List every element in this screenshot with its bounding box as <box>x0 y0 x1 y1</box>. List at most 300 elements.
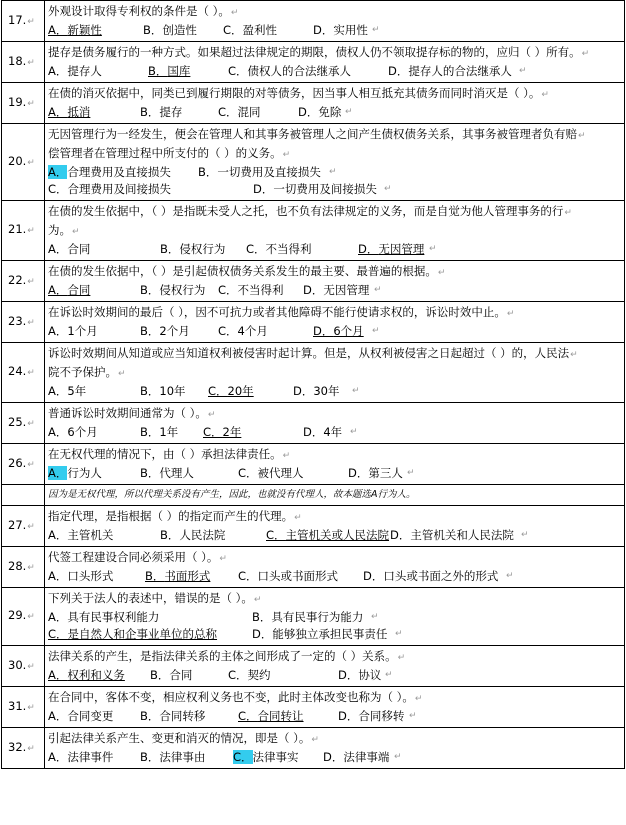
option-letter: A． <box>48 569 68 583</box>
option-text: 5年 <box>67 384 87 398</box>
question-number <box>2 42 45 83</box>
paragraph-mark-icon: ↵ <box>371 612 379 622</box>
question-cell <box>45 687 625 728</box>
question-number <box>2 403 45 444</box>
option-letter: D． <box>303 283 324 297</box>
paragraph-mark-icon: ↵ <box>395 629 403 639</box>
option-letter: D． <box>293 384 314 398</box>
option-letter: A． <box>48 23 68 37</box>
option-text: 2年 <box>222 425 242 439</box>
question-26-option-d <box>348 465 403 482</box>
table-row <box>2 201 625 261</box>
option-letter: C． <box>48 627 68 641</box>
option-letter: D． <box>363 569 384 583</box>
question-cell <box>45 547 625 588</box>
option-text: 30年 <box>313 384 340 398</box>
question-25-option-d <box>303 424 342 441</box>
paragraph-mark-icon: ↵ <box>329 167 337 177</box>
question-number <box>2 728 45 769</box>
question-17-option-d <box>313 22 368 39</box>
option-text: 权利和义务 <box>67 668 125 682</box>
option-text: 是自然人和企事业单位的总称 <box>67 627 218 641</box>
paragraph-mark-icon: ↵ <box>372 25 380 35</box>
question-number-text: 25. <box>8 414 27 429</box>
question-cell <box>45 728 625 769</box>
paragraph-mark-icon: ↵ <box>253 595 262 605</box>
paragraph-mark-icon: ↵ <box>394 752 402 762</box>
option-letter: A． <box>48 668 68 682</box>
paragraph-mark-icon: ↵ <box>27 661 35 672</box>
option-text: 无因管理 <box>378 242 425 256</box>
option-text: 合同转让 <box>257 709 304 723</box>
option-text: 合同移转 <box>358 709 405 723</box>
question-cell <box>45 646 625 687</box>
question-line: 在诉讼时效期间的最后（ ），因不可抗力或者其他障碍不能行使请求权的，诉讼时效中止。 <box>48 305 506 319</box>
question-18-option-c <box>228 63 351 80</box>
paragraph-mark-icon: ↵ <box>352 386 360 396</box>
option-letter: A． <box>48 64 68 78</box>
table-row <box>2 728 625 769</box>
paragraph-mark-icon: ↵ <box>27 317 35 328</box>
question-22-option-a <box>48 282 90 299</box>
question-text <box>48 263 621 282</box>
option-text: 合理费用及直接损失 <box>67 165 171 179</box>
option-text: 合同转移 <box>159 709 206 723</box>
option-letter: B． <box>150 668 170 682</box>
option-letter: D． <box>253 182 274 196</box>
question-number-text: 18. <box>8 53 27 68</box>
question-18-option-a <box>48 63 102 80</box>
question-29-option-c <box>48 626 217 643</box>
question-30-option-d <box>338 667 381 684</box>
option-text: 1个月 <box>67 324 98 338</box>
question-17-option-c <box>223 22 277 39</box>
paragraph-mark-icon: ↵ <box>72 227 80 237</box>
option-text: 第三人 <box>368 466 403 480</box>
paragraph-mark-icon: ↵ <box>397 653 406 663</box>
table-row <box>2 42 625 83</box>
option-letter: B． <box>140 750 160 764</box>
option-letter: D． <box>390 528 411 542</box>
question-25-option-a <box>48 424 98 441</box>
question-22-option-b <box>140 282 205 299</box>
table-row <box>2 646 625 687</box>
question-text <box>48 648 621 667</box>
question-text <box>48 446 621 465</box>
question-32-option-b <box>140 749 205 766</box>
option-text: 协议 <box>358 668 382 682</box>
option-letter: B． <box>140 384 160 398</box>
option-letter: D． <box>338 709 359 723</box>
option-text: 侵权行为 <box>179 242 226 256</box>
option-letter: C． <box>238 466 258 480</box>
question-number <box>2 506 45 547</box>
paragraph-mark-icon: ↵ <box>27 16 35 27</box>
option-text: 6个月 <box>67 425 98 439</box>
question-line: 指定代理，是指根据（ ）的指定而产生的代理。 <box>48 509 294 523</box>
option-text: 合同 <box>67 283 91 297</box>
question-27-option-c <box>266 527 389 544</box>
paragraph-mark-icon: ↵ <box>294 513 302 523</box>
option-letter: C． <box>203 425 223 439</box>
question-table <box>1 0 625 769</box>
option-letter: A． <box>48 466 68 480</box>
option-letter: D． <box>298 105 319 119</box>
question-text <box>48 203 621 222</box>
paragraph-mark-icon: ↵ <box>27 521 35 532</box>
option-letter: B． <box>145 569 165 583</box>
paragraph-mark-icon: ↵ <box>282 150 291 160</box>
question-cell <box>45 124 625 201</box>
question-20-option-a <box>48 164 171 181</box>
paragraph-mark-icon: ↵ <box>27 418 35 429</box>
option-text: 提存 <box>159 105 183 119</box>
question-line: 为。 <box>48 223 71 237</box>
option-letter: D． <box>303 425 324 439</box>
question-number <box>2 343 45 403</box>
option-text: 一切费用及直接损失 <box>217 165 321 179</box>
table-row <box>2 261 625 302</box>
option-text: 提存人的合法继承人 <box>408 64 512 78</box>
question-number <box>2 83 45 124</box>
question-21-option-d <box>358 241 424 258</box>
question-22-option-d <box>303 282 369 299</box>
question-cell <box>45 403 625 444</box>
option-text: 具有民事权利能力 <box>67 610 160 624</box>
question-cell <box>45 1 625 42</box>
option-text: 20年 <box>227 384 254 398</box>
option-letter: A． <box>48 242 68 256</box>
table-row <box>2 588 625 646</box>
option-text: 新颖性 <box>67 23 102 37</box>
question-number-text: 28. <box>8 558 27 573</box>
question-number <box>2 547 45 588</box>
question-19-option-c <box>218 104 261 121</box>
table-row <box>2 403 625 444</box>
paragraph-mark-icon: ↵ <box>578 131 586 141</box>
table-row <box>2 1 625 42</box>
option-letter: D． <box>388 64 409 78</box>
question-30-option-a <box>48 667 125 684</box>
question-line: 在合同中，客体不变，相应权利义务也不变，此时主体改变也称为（ ）。 <box>48 690 414 704</box>
option-letter: C． <box>223 23 243 37</box>
question-text <box>48 689 621 708</box>
paragraph-mark-icon: ↵ <box>311 735 319 745</box>
option-letter: A． <box>48 528 68 542</box>
option-letter: C． <box>218 283 238 297</box>
option-text: 1年 <box>159 425 179 439</box>
option-letter: B． <box>160 528 180 542</box>
option-text: 抵消 <box>67 105 91 119</box>
question-cell <box>45 343 625 403</box>
option-letter: D． <box>323 750 344 764</box>
option-text: 合同 <box>169 668 193 682</box>
question-21-option-a <box>48 241 90 258</box>
option-text: 合同 <box>67 242 91 256</box>
question-text <box>48 44 621 63</box>
question-30-option-b <box>150 667 192 684</box>
paragraph-mark-icon: ↵ <box>581 49 590 59</box>
option-letter: B． <box>140 425 160 439</box>
question-number-text: 19. <box>8 94 27 109</box>
paragraph-mark-icon: ↵ <box>385 670 393 680</box>
question-29-option-d <box>252 626 387 643</box>
answer-explanation: 因为是无权代理，所以代理关系没有产生，因此，也就没有代理人，故本题选A行为人。 <box>48 489 416 500</box>
option-letter: A． <box>48 384 68 398</box>
option-letter: D． <box>313 324 334 338</box>
question-25-option-c <box>203 424 241 441</box>
option-letter: D． <box>313 23 334 37</box>
paragraph-mark-icon: ↵ <box>27 562 35 573</box>
paragraph-mark-icon: ↵ <box>350 427 358 437</box>
question-18-option-d <box>388 63 512 80</box>
question-18-option-b <box>148 63 190 80</box>
paragraph-mark-icon: ↵ <box>519 66 527 76</box>
option-letter: B． <box>140 324 160 338</box>
option-letter: D． <box>348 466 369 480</box>
option-text: 混同 <box>237 105 261 119</box>
table-row <box>2 444 625 485</box>
option-text: 主管机关或人民法院 <box>285 528 390 542</box>
option-letter: C． <box>266 528 286 542</box>
question-number-text: 21. <box>8 222 27 236</box>
paragraph-mark-icon: ↵ <box>506 571 514 581</box>
paragraph-mark-icon: ↵ <box>521 530 529 540</box>
question-26-option-c <box>238 465 304 482</box>
question-17-option-b <box>143 22 197 39</box>
question-25-option-b <box>140 424 178 441</box>
question-line: 院不予保护。 <box>48 365 117 379</box>
question-26-option-b <box>140 465 194 482</box>
option-text: 代理人 <box>159 466 194 480</box>
option-text: 提存人 <box>67 64 102 78</box>
paragraph-mark-icon: ↵ <box>27 368 35 378</box>
option-text: 法律事由 <box>159 750 206 764</box>
option-letter: B． <box>143 23 163 37</box>
paragraph-mark-icon: ↵ <box>27 743 35 754</box>
question-line: 下列关于法人的表述中，错误的是（ ）。 <box>48 591 253 605</box>
question-cell <box>45 201 625 261</box>
table-row <box>2 83 625 124</box>
question-31-option-c <box>238 708 304 725</box>
option-text: 10年 <box>159 384 186 398</box>
question-text <box>48 345 621 364</box>
question-number-text: 26. <box>8 455 27 470</box>
paragraph-mark-icon: ↵ <box>564 208 572 218</box>
option-text: 主管机关和人民法院 <box>410 528 514 542</box>
paragraph-mark-icon: ↵ <box>374 285 382 295</box>
option-text: 债权人的合法继承人 <box>247 64 352 78</box>
question-line: 在债的消灭依据中，同类已到履行期限的对等债务，因当事人相互抵充其债务而同时消灭是（ ）。 <box>48 86 541 100</box>
question-text <box>48 405 621 424</box>
option-text: 国库 <box>167 64 191 78</box>
question-number <box>2 646 45 687</box>
table-row <box>2 343 625 403</box>
question-text <box>48 549 621 568</box>
paragraph-mark-icon: ↵ <box>506 309 515 319</box>
question-line: 普通诉讼时效期间通常为（ ）。 <box>48 406 207 420</box>
question-number-text: 23. <box>8 313 27 328</box>
option-text: 口头或书面形式 <box>257 569 339 583</box>
question-19-option-a <box>48 104 90 121</box>
question-number-text: 20. <box>8 153 27 168</box>
option-text: 4个月 <box>237 324 268 338</box>
option-text: 2个月 <box>159 324 190 338</box>
question-26-option-a <box>48 465 102 482</box>
question-text <box>48 304 621 323</box>
option-letter: A． <box>48 165 68 179</box>
option-letter: D． <box>252 627 273 641</box>
table-row <box>2 485 625 506</box>
question-line: 外观设计取得专利权的条件是（ ）。 <box>48 4 230 18</box>
question-28-option-a <box>48 568 113 585</box>
option-letter: C． <box>246 242 266 256</box>
question-24-option-a <box>48 383 86 400</box>
paragraph-mark-icon: ↵ <box>118 369 126 379</box>
paragraph-mark-icon: ↵ <box>27 98 35 109</box>
question-line: 在无权代理的情况下，由（ ）承担法律责任。 <box>48 447 282 461</box>
question-29-option-b <box>252 609 363 626</box>
question-20-option-b <box>198 164 321 181</box>
paragraph-mark-icon: ↵ <box>541 90 549 100</box>
question-line: 诉讼时效期间从知道或应当知道权利被侵害时起计算。但是，从权利被侵害之日起超过（ ）的，人民法 <box>48 346 570 360</box>
paragraph-mark-icon: ↵ <box>414 694 423 704</box>
option-letter: C． <box>233 750 253 764</box>
paragraph-mark-icon: ↵ <box>230 8 239 18</box>
question-31-option-a <box>48 708 113 725</box>
option-letter: B． <box>148 64 168 78</box>
option-text: 6个月 <box>333 324 364 338</box>
question-31-option-b <box>140 708 205 725</box>
paragraph-mark-icon: ↵ <box>384 184 392 194</box>
paragraph-mark-icon: ↵ <box>282 451 291 461</box>
paragraph-mark-icon: ↵ <box>27 157 35 168</box>
question-number-text: 29. <box>8 608 27 622</box>
question-text <box>48 222 621 241</box>
question-23-option-a <box>48 323 98 340</box>
option-text: 合理费用及间接损失 <box>67 182 172 196</box>
question-number <box>2 444 45 485</box>
paragraph-mark-icon: ↵ <box>27 459 35 470</box>
paragraph-mark-icon: ↵ <box>437 268 446 278</box>
paragraph-mark-icon: ↵ <box>27 226 35 236</box>
option-letter: A． <box>48 750 68 764</box>
question-17-option-a <box>48 22 102 39</box>
option-letter: C． <box>238 569 258 583</box>
option-text: 具有民事行为能力 <box>271 610 364 624</box>
option-text: 能够独立承担民事责任 <box>272 627 388 641</box>
question-27-option-b <box>160 527 225 544</box>
option-letter: C． <box>238 709 258 723</box>
table-row <box>2 506 625 547</box>
option-text: 不当得利 <box>237 283 284 297</box>
option-letter: A． <box>48 709 68 723</box>
question-24-option-b <box>140 383 186 400</box>
option-letter: C． <box>48 182 68 196</box>
question-number-text: 24. <box>8 364 27 378</box>
table-row <box>2 124 625 201</box>
option-text: 口头形式 <box>67 569 114 583</box>
option-letter: B． <box>252 610 272 624</box>
option-text: 法律事件 <box>67 750 114 764</box>
question-number <box>2 588 45 646</box>
paragraph-mark-icon: ↵ <box>207 410 216 420</box>
option-letter: D． <box>358 242 379 256</box>
paragraph-mark-icon: ↵ <box>409 711 417 721</box>
question-number-text: 17. <box>8 12 27 27</box>
paragraph-mark-icon: ↵ <box>27 57 35 68</box>
question-cell <box>45 42 625 83</box>
question-cell <box>45 506 625 547</box>
question-28-option-b <box>145 568 210 585</box>
option-letter: C． <box>208 384 228 398</box>
option-letter: C． <box>218 105 238 119</box>
paragraph-mark-icon: ↵ <box>407 468 415 478</box>
option-text: 合同变更 <box>67 709 114 723</box>
question-text <box>48 145 621 164</box>
option-letter: C． <box>218 324 238 338</box>
option-letter: B． <box>140 709 160 723</box>
question-text <box>48 508 621 527</box>
question-20-option-c <box>48 181 171 198</box>
question-line: 引起法律关系产生、变更和消灭的情况，即是（ ）。 <box>48 731 311 745</box>
question-number <box>2 302 45 343</box>
question-line: 代签工程建设合同必须采用（ ）。 <box>48 550 219 564</box>
option-letter: C． <box>228 64 248 78</box>
table-row <box>2 547 625 588</box>
option-text: 法律事端 <box>343 750 390 764</box>
question-number-text: 30. <box>8 657 27 672</box>
paragraph-mark-icon: ↵ <box>219 554 227 564</box>
question-31-option-d <box>338 708 404 725</box>
paragraph-mark-icon: ↵ <box>27 612 35 622</box>
question-30-option-c <box>228 667 271 684</box>
question-number <box>2 687 45 728</box>
option-letter: B． <box>160 242 180 256</box>
question-21-option-b <box>160 241 225 258</box>
question-cell <box>45 302 625 343</box>
table-row <box>2 687 625 728</box>
question-number <box>2 124 45 201</box>
question-line: 在债的发生依据中，（ ）是引起债权债务关系发生的最主要、最普遍的根据。 <box>48 264 437 278</box>
option-text: 法律事实 <box>252 750 299 764</box>
question-21-option-c <box>246 241 312 258</box>
question-27-option-d <box>390 527 514 544</box>
option-text: 盈利性 <box>242 23 278 37</box>
option-text: 行为人 <box>67 466 102 480</box>
option-letter: A． <box>48 610 68 624</box>
paragraph-mark-icon: ↵ <box>429 244 437 254</box>
option-text: 人民法院 <box>179 528 226 542</box>
question-20-option-d <box>253 181 377 198</box>
option-text: 书面形式 <box>164 569 211 583</box>
question-number <box>2 201 45 261</box>
question-number <box>2 485 45 506</box>
question-32-option-a <box>48 749 113 766</box>
option-letter: C． <box>228 668 248 682</box>
option-letter: A． <box>48 425 68 439</box>
question-number-text: 31. <box>8 698 27 713</box>
table-row <box>2 302 625 343</box>
question-28-option-c <box>238 568 338 585</box>
question-23-option-b <box>140 323 190 340</box>
question-line: 在债的发生依据中，（ ）是指既未受人之托，也不负有法律规定的义务，而是自觉为他人管理事务的行 <box>48 204 564 218</box>
option-letter: A． <box>48 324 68 338</box>
question-number-text: 22. <box>8 272 27 287</box>
paragraph-mark-icon: ↵ <box>27 702 35 713</box>
question-line: 法律关系的产生，是指法律关系的主体之间形成了一定的（ ）关系。 <box>48 649 397 663</box>
option-text: 无因管理 <box>323 283 370 297</box>
